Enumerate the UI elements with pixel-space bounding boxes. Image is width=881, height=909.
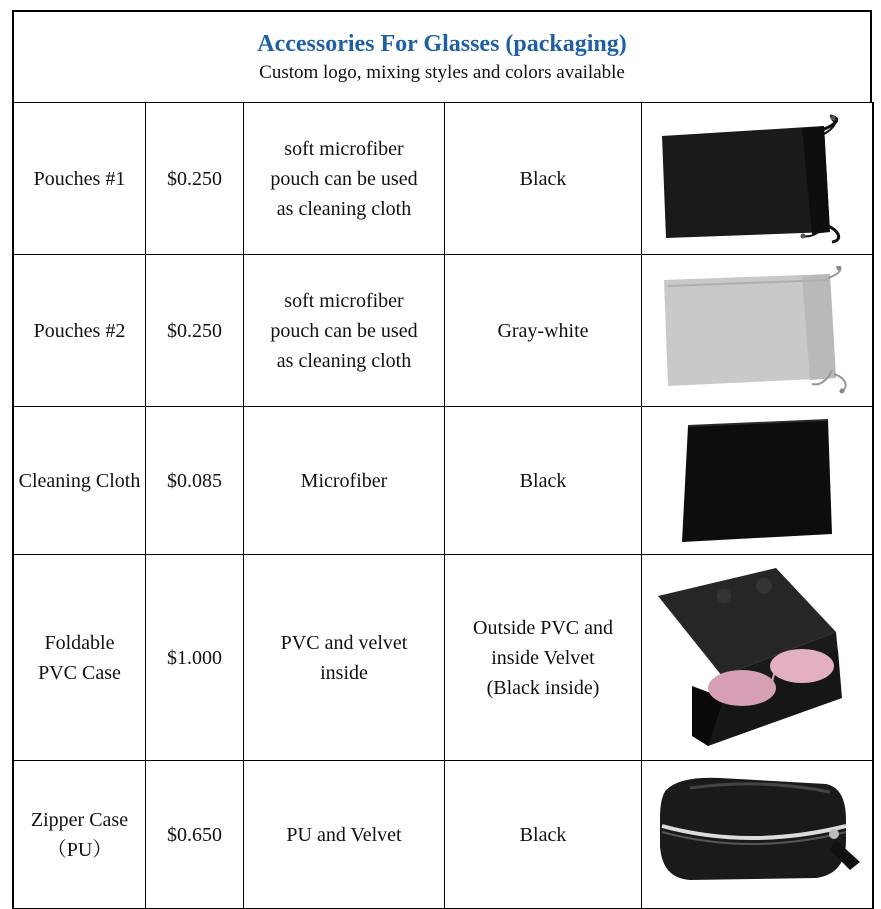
product-color: Outside PVC and inside Velvet (Black inside) (445, 555, 642, 761)
accessories-table (12, 102, 874, 909)
product-price: $0.250 (146, 103, 244, 255)
black-zipper-case-image (650, 770, 864, 900)
foldable-pvc-case-image (652, 566, 862, 750)
page-title: Accessories For Glasses (packaging) (257, 31, 627, 57)
product-color: Gray-white (445, 255, 642, 407)
product-material: PU and Velvet (244, 761, 445, 909)
gray-microfiber-pouch-image (652, 266, 862, 396)
table-row (13, 255, 873, 407)
product-price: $1.000 (146, 555, 244, 761)
product-image (642, 761, 874, 909)
product-price: $0.250 (146, 255, 244, 407)
table-row (13, 103, 873, 255)
black-microfiber-pouch-image (652, 114, 862, 244)
product-image (642, 555, 874, 761)
product-color: Black (445, 761, 642, 909)
product-image (642, 103, 874, 255)
product-material: soft microfiber pouch can be used as cleaning cloth (244, 103, 445, 255)
product-price: $0.650 (146, 761, 244, 909)
accessories-sheet (12, 10, 870, 909)
product-image (642, 255, 874, 407)
product-image (642, 407, 874, 555)
page-subtitle: Custom logo, mixing styles and colors available (259, 62, 625, 83)
product-name: Zipper Case （PU） (13, 761, 146, 909)
table-row (13, 761, 873, 909)
product-color: Black (445, 407, 642, 555)
product-name: Cleaning Cloth (13, 407, 146, 555)
product-material: Microfiber (244, 407, 445, 555)
product-name: Foldable PVC Case (13, 555, 146, 761)
black-cleaning-cloth-image (652, 416, 862, 546)
table-row (13, 555, 873, 761)
product-material: PVC and velvet inside (244, 555, 445, 761)
product-material: soft microfiber pouch can be used as cleaning cloth (244, 255, 445, 407)
product-color: Black (445, 103, 642, 255)
table-row (13, 407, 873, 555)
product-name: Pouches #1 (13, 103, 146, 255)
table-header (12, 10, 872, 103)
product-price: $0.085 (146, 407, 244, 555)
product-name: Pouches #2 (13, 255, 146, 407)
